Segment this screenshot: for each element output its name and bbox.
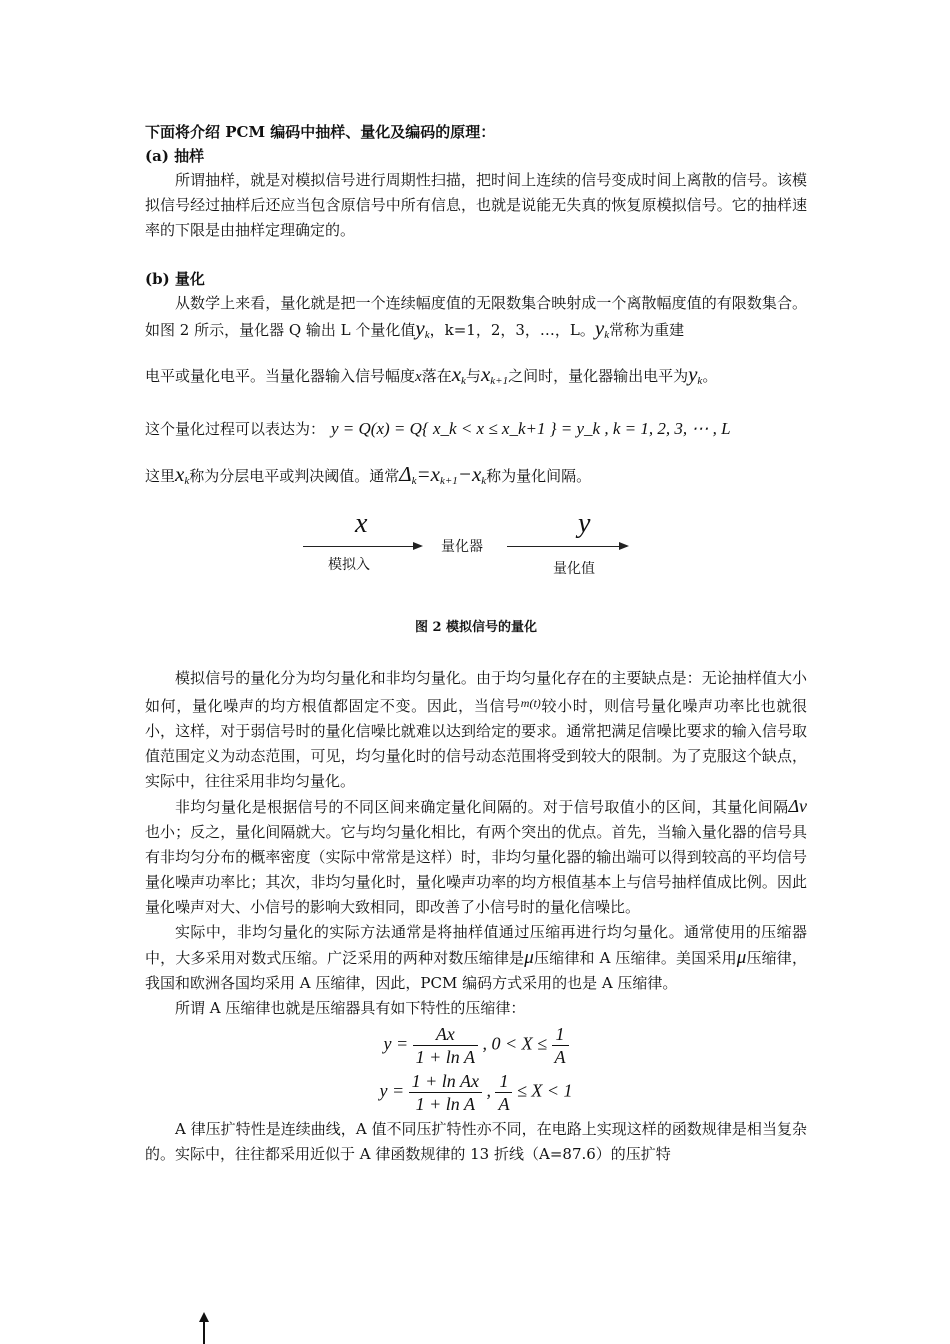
q-p4-text-a: 这里 xyxy=(145,467,176,485)
p7-text-c: 压缩律，我国和欧洲各国均采用 A 压缩律，因此，PCM 编码方式采用的也是 A 压缩律。 xyxy=(145,949,807,992)
body-paragraph-8: 所谓 A 压缩律也就是压缩器具有如下特性的压缩律： xyxy=(175,999,526,1017)
p7-text-a: 实际中，非均匀量化的实际方法通常是将抽样值通过压缩再进行均匀量化。通常使用的压缩器中，大多采用对数式压缩。广泛采用的两种对数压缩律是 xyxy=(145,923,807,967)
sym-k: k xyxy=(481,475,487,487)
sym-y: y xyxy=(594,316,605,340)
q-p2-text-b: 落在 xyxy=(421,367,452,385)
sym-mu: μ xyxy=(736,947,747,968)
figure-caption: 图 2 模拟信号的量化 xyxy=(414,620,538,635)
eq2-condition-b: ≤ X < 1 xyxy=(516,1080,573,1101)
output-arrow xyxy=(507,546,627,547)
sym-x: x xyxy=(175,462,185,486)
eq1-cond-fraction xyxy=(552,1023,569,1068)
eq2-cond-denominator: A xyxy=(498,1094,510,1114)
eq1-numerator: Ax xyxy=(413,1023,478,1046)
sym-k: k xyxy=(424,329,430,341)
quantization-paragraph-2 xyxy=(145,362,807,394)
eq1-lhs: y = xyxy=(383,1033,409,1054)
axis-arrow-icon xyxy=(203,1320,205,1344)
diagram-output-var: y xyxy=(578,508,591,539)
q-p2-text-c: 与 xyxy=(465,367,481,385)
eq1-cond-denominator: A xyxy=(554,1047,566,1067)
sym-x: x xyxy=(451,362,462,386)
body-paragraph-9: A 律压扩特性是连续曲线，A 值不同压扩特性亦不同，在电路上实现这样的函数规律是相当复杂的。实际中，往往都采用近似于 A 律函数规律的 13 折线（A=87.6）的压扩特 xyxy=(145,1120,807,1163)
input-arrow xyxy=(303,546,421,547)
sym-k: k xyxy=(604,329,610,341)
sym-y: y xyxy=(415,316,425,340)
diagram-input-label: 模拟入 xyxy=(328,557,370,573)
eq2-cond-numerator: 1 xyxy=(495,1070,512,1093)
sym-eq: = xyxy=(416,462,431,486)
q-p4-text-c: 称为量化间隔。 xyxy=(486,467,592,485)
eq2-condition-a: , xyxy=(486,1080,491,1101)
q-p4-text-b: 称为分层电平或判决阈值。通常 xyxy=(189,467,400,485)
sym-y: y xyxy=(688,362,698,386)
eq1-condition: , 0 < X ≤ xyxy=(482,1033,547,1054)
eq2-numerator: 1 + ln Ax xyxy=(409,1070,482,1093)
p5-text-b: 较小时，则信号量化噪声功率比也就很小，这样，对于弱信号时的量化信噪比就难以达到给定的要求。通常把满足信噪比要求的输入信号取值范围定义为动态范围，可见，均匀量化时的信号动态范围将受到较大的限制。为了克服这个缺点，实际中，往往采用非均匀量化。 xyxy=(145,697,807,790)
diagram-output-label: 量化值 xyxy=(553,561,595,577)
sym-k: k xyxy=(411,475,417,487)
body-paragraph-5 xyxy=(145,666,807,794)
sym-delta: Δ xyxy=(399,462,412,486)
q-p1-text-b: ，k=1，2，3，…，L。 xyxy=(429,321,595,339)
diagram-input-var: x xyxy=(355,508,368,539)
quantization-paragraph-4 xyxy=(145,462,807,494)
sym-x: x xyxy=(471,462,482,486)
sampling-heading: (a) 抽样 xyxy=(145,147,205,165)
quantizer-diagram xyxy=(145,508,807,618)
q-p1-text-a: 从数学上来看，量化就是把一个连续幅度值的无限数集合映射成一个离散幅度值的有限数集合。如图 2 所示，量化器 Q 输出 L 个量化值 xyxy=(145,294,807,339)
document-page xyxy=(145,120,807,1167)
quantization-paragraph-1 xyxy=(145,291,807,348)
sym-m-t: m(t) xyxy=(520,696,541,710)
q-p2-text-e: 。 xyxy=(702,367,718,385)
intro-heading: 下面将介绍 PCM 编码中抽样、量化及编码的原理： xyxy=(145,123,496,141)
sym-minus: − xyxy=(457,462,472,486)
body-paragraph-7 xyxy=(145,920,807,996)
body-paragraph-6 xyxy=(145,794,807,920)
eq2-lhs: y = xyxy=(379,1080,405,1101)
sym-k1: k+1 xyxy=(490,375,509,387)
q-p3-text: 这个量化过程可以表达为： xyxy=(145,420,326,438)
p6-text-b: 也小；反之，量化间隔就大。它与均匀量化相比，有两个突出的优点。首先，当输入量化器的信号具有非均匀分布的概率密度（实际中常常是这样）时，非均匀量化器的输出端可以得到较高的平均信号量化噪声功率比；其次，非均匀量化时，量化噪声功率的均方根值基本上与信号抽样值成比例。因此量化噪声对大、小信号的影响大致相同，即改善了小信号时的量化信噪比。 xyxy=(145,823,807,916)
sampling-paragraph: 所谓抽样，就是对模拟信号进行周期性扫描，把时间上连续的信号变成时间上离散的信号。该模拟信号经过抽样后还应当包含原信号中所有信息，也就是说能无失真的恢复原模拟信号。它的抽样速率的下限是由抽样定理确定的。 xyxy=(145,171,807,239)
eq1-denominator: 1 + ln A xyxy=(415,1047,475,1067)
eq2-fraction xyxy=(409,1070,482,1115)
sym-x: x xyxy=(430,462,440,486)
a-law-equation-1 xyxy=(145,1023,807,1068)
quantization-formula-line xyxy=(145,416,807,442)
diagram-block-label: 量化器 xyxy=(441,539,483,555)
p5-text-a: 模拟信号的量化分为均匀量化和非均匀量化。由于均匀量化存在的主要缺点是：无论抽样值大小如何，量化噪声的均方根值都固定不变。因此，当信号 xyxy=(145,669,807,715)
quantization-formula: y = Q(x) = Q{ x_k < x ≤ x_k+1 } = y_k , k = 1, 2, 3, ⋯ , L xyxy=(331,419,731,438)
sym-k: k xyxy=(697,375,703,387)
sym-delta-v: Δv xyxy=(788,796,807,816)
eq2-denominator: 1 + ln A xyxy=(415,1094,475,1114)
sym-mu: μ xyxy=(524,947,534,968)
q-p1-text-c: 常称为重建 xyxy=(609,321,685,339)
eq1-cond-numerator: 1 xyxy=(552,1023,569,1046)
q-p2-text-a: 电平或量化电平。当量化器输入信号幅度 xyxy=(145,367,416,385)
p7-text-b: 压缩律和 A 压缩律。美国采用 xyxy=(533,949,737,967)
sym-k1: k+1 xyxy=(439,475,458,487)
q-p2-text-d: 之间时，量化器输出电平为 xyxy=(508,367,689,385)
sym-k: k xyxy=(184,475,190,487)
sym-k: k xyxy=(461,375,466,387)
quantization-heading: (b) 量化 xyxy=(145,270,205,288)
p6-text-a: 非均匀量化是根据信号的不同区间来确定量化间隔的。对于信号取值小的区间，其量化间隔 xyxy=(175,798,789,816)
sym-x: x xyxy=(480,362,491,386)
eq1-fraction xyxy=(413,1023,478,1068)
a-law-equation-2 xyxy=(145,1070,807,1115)
eq2-cond-fraction xyxy=(495,1070,512,1115)
sym-x: x xyxy=(415,369,422,385)
